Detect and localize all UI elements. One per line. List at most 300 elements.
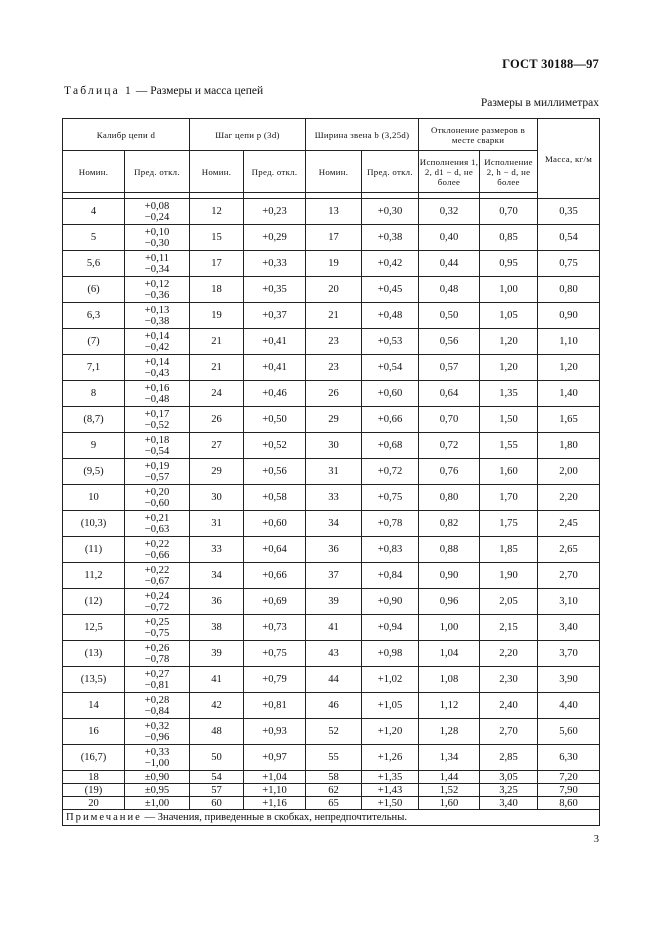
table-row [63, 693, 600, 719]
table-row [63, 511, 600, 537]
cell-width-tolerance: +0,45 [362, 277, 419, 303]
cell-pitch: 29 [190, 459, 244, 485]
cell-deviation-1: 0,82 [419, 511, 480, 537]
cell-width-tolerance: +1,20 [362, 719, 419, 745]
note-label: Примечание [66, 812, 142, 823]
cell-caliber-tolerance [125, 485, 190, 511]
cell-width-tolerance: +0,75 [362, 485, 419, 511]
cell-caliber-tolerance: ±0,90 [125, 771, 190, 784]
cell-width-tolerance: +0,94 [362, 615, 419, 641]
cell-caliber: (8,7) [63, 407, 125, 433]
cell-caliber-tolerance [125, 745, 190, 771]
header-pitch: Шаг цепи p (3d) [190, 119, 306, 151]
cell-deviation-2: 2,05 [480, 589, 538, 615]
table-row [63, 355, 600, 381]
cell-pitch-tolerance: +1,16 [244, 797, 306, 810]
cell-caliber: (13,5) [63, 667, 125, 693]
table-row [63, 381, 600, 407]
cell-width: 23 [306, 355, 362, 381]
cell-deviation-2: 1,55 [480, 433, 538, 459]
cell-caliber: (13) [63, 641, 125, 667]
cell-width: 41 [306, 615, 362, 641]
cell-pitch-tolerance: +0,23 [244, 199, 306, 225]
table-row [63, 303, 600, 329]
cell-pitch-tolerance: +0,41 [244, 329, 306, 355]
cell-mass: 3,70 [538, 641, 600, 667]
table-row [63, 563, 600, 589]
tolerance-plus: +0,13 [144, 304, 170, 316]
cell-pitch: 26 [190, 407, 244, 433]
table-note [63, 810, 600, 826]
cell-width: 36 [306, 537, 362, 563]
cell-pitch: 30 [190, 485, 244, 511]
cell-width-tolerance: +1,26 [362, 745, 419, 771]
cell-caliber: (11) [63, 537, 125, 563]
table-caption [64, 85, 263, 97]
tolerance-minus: −0,57 [144, 471, 170, 483]
cell-pitch: 24 [190, 381, 244, 407]
cell-caliber: (10,3) [63, 511, 125, 537]
note-row [63, 810, 600, 826]
table-row [63, 433, 600, 459]
cell-pitch: 17 [190, 251, 244, 277]
tolerance-plus: +0,16 [144, 382, 170, 394]
header-variant-1: Исполнения 1, 2, d1 − d, не более [419, 151, 480, 193]
cell-deviation-2: 1,50 [480, 407, 538, 433]
cell-deviation-1: 0,32 [419, 199, 480, 225]
tolerance-plus: +0,12 [144, 278, 170, 290]
cell-width-tolerance: +0,42 [362, 251, 419, 277]
cell-pitch-tolerance: +0,35 [244, 277, 306, 303]
cell-mass: 4,40 [538, 693, 600, 719]
cell-deviation-1: 1,00 [419, 615, 480, 641]
header-caliber-tol: Пред. откл. [125, 151, 190, 193]
table-row [63, 667, 600, 693]
header-pitch-tol: Пред. откл. [244, 151, 306, 193]
cell-mass: 0,90 [538, 303, 600, 329]
cell-width-tolerance: +0,30 [362, 199, 419, 225]
cell-pitch: 18 [190, 277, 244, 303]
cell-deviation-1: 0,48 [419, 277, 480, 303]
cell-pitch: 21 [190, 355, 244, 381]
cell-caliber: (9,5) [63, 459, 125, 485]
cell-deviation-2: 2,70 [480, 719, 538, 745]
cell-deviation-1: 0,50 [419, 303, 480, 329]
cell-pitch: 31 [190, 511, 244, 537]
tolerance-minus: −0,43 [144, 367, 170, 379]
cell-caliber-tolerance [125, 719, 190, 745]
tolerance-minus: −0,96 [144, 731, 170, 743]
table-row [63, 485, 600, 511]
cell-pitch-tolerance: +0,58 [244, 485, 306, 511]
cell-pitch-tolerance: +0,73 [244, 615, 306, 641]
cell-caliber: 5,6 [63, 251, 125, 277]
cell-width: 39 [306, 589, 362, 615]
tolerance-plus: +0,22 [144, 564, 170, 576]
cell-deviation-2: 0,85 [480, 225, 538, 251]
cell-width: 31 [306, 459, 362, 485]
cell-width: 30 [306, 433, 362, 459]
cell-width: 19 [306, 251, 362, 277]
cell-width-tolerance: +1,43 [362, 784, 419, 797]
cell-pitch-tolerance: +0,64 [244, 537, 306, 563]
cell-pitch-tolerance: +0,69 [244, 589, 306, 615]
cell-mass: 3,40 [538, 615, 600, 641]
tolerance-plus: +0,11 [144, 252, 170, 264]
cell-mass: 3,90 [538, 667, 600, 693]
table-row [63, 745, 600, 771]
tolerance-minus: −0,72 [144, 601, 170, 613]
cell-deviation-2: 2,30 [480, 667, 538, 693]
table-row [63, 537, 600, 563]
cell-caliber: (12) [63, 589, 125, 615]
cell-caliber-tolerance [125, 589, 190, 615]
cell-pitch-tolerance: +0,81 [244, 693, 306, 719]
tolerance-plus: +0,08 [144, 200, 170, 212]
tolerance-minus: −0,81 [144, 679, 170, 691]
cell-width: 34 [306, 511, 362, 537]
tolerance-plus: +0,25 [144, 616, 170, 628]
table-row [63, 277, 600, 303]
cell-mass: 0,35 [538, 199, 600, 225]
cell-deviation-2: 1,85 [480, 537, 538, 563]
cell-width-tolerance: +0,72 [362, 459, 419, 485]
cell-deviation-1: 1,44 [419, 771, 480, 784]
cell-deviation-2: 0,70 [480, 199, 538, 225]
header-pitch-nom: Номин. [190, 151, 244, 193]
cell-deviation-1: 1,04 [419, 641, 480, 667]
tolerance-minus: −0,36 [144, 289, 170, 301]
cell-caliber-tolerance [125, 329, 190, 355]
cell-pitch-tolerance: +0,97 [244, 745, 306, 771]
cell-mass: 1,80 [538, 433, 600, 459]
cell-mass: 0,75 [538, 251, 600, 277]
cell-deviation-2: 1,75 [480, 511, 538, 537]
cell-caliber-tolerance [125, 277, 190, 303]
cell-caliber-tolerance [125, 199, 190, 225]
cell-pitch-tolerance: +0,50 [244, 407, 306, 433]
cell-width-tolerance: +0,68 [362, 433, 419, 459]
cell-deviation-2: 3,05 [480, 771, 538, 784]
cell-deviation-2: 0,95 [480, 251, 538, 277]
tolerance-minus: −0,48 [144, 393, 170, 405]
cell-width-tolerance: +0,66 [362, 407, 419, 433]
tolerance-plus: +0,28 [144, 694, 170, 706]
cell-deviation-2: 1,00 [480, 277, 538, 303]
cell-deviation-1: 0,96 [419, 589, 480, 615]
cell-deviation-1: 0,80 [419, 485, 480, 511]
cell-caliber-tolerance [125, 511, 190, 537]
cell-caliber: 16 [63, 719, 125, 745]
cell-caliber: 11,2 [63, 563, 125, 589]
cell-width-tolerance: +0,83 [362, 537, 419, 563]
cell-caliber: 9 [63, 433, 125, 459]
cell-caliber-tolerance [125, 303, 190, 329]
cell-deviation-1: 0,40 [419, 225, 480, 251]
tolerance-minus: −0,38 [144, 315, 170, 327]
cell-pitch: 38 [190, 615, 244, 641]
tolerance-minus: −0,75 [144, 627, 170, 639]
cell-pitch-tolerance: +0,60 [244, 511, 306, 537]
cell-width-tolerance: +0,38 [362, 225, 419, 251]
table-row [63, 615, 600, 641]
header-mass: Масса, кг/м [538, 119, 600, 199]
cell-width-tolerance: +0,98 [362, 641, 419, 667]
table-row [63, 225, 600, 251]
standard-number: ГОСТ 30188—97 [502, 57, 599, 71]
cell-width: 46 [306, 693, 362, 719]
cell-width-tolerance: +0,53 [362, 329, 419, 355]
tolerance-minus: −0,60 [144, 497, 170, 509]
header-variant-2: Исполнение 2, h − d, не более [480, 151, 538, 193]
cell-width-tolerance: +0,78 [362, 511, 419, 537]
cell-caliber: 7,1 [63, 355, 125, 381]
cell-width: 33 [306, 485, 362, 511]
cell-pitch-tolerance: +0,56 [244, 459, 306, 485]
table-row [63, 459, 600, 485]
header-width: Ширина звена b (3,25d) [306, 119, 419, 151]
cell-width: 58 [306, 771, 362, 784]
tolerance-minus: −0,84 [144, 705, 170, 717]
tolerance-plus: +0,27 [144, 668, 170, 680]
cell-pitch: 48 [190, 719, 244, 745]
cell-pitch-tolerance: +0,66 [244, 563, 306, 589]
cell-mass: 1,10 [538, 329, 600, 355]
cell-width: 21 [306, 303, 362, 329]
units-note: Размеры в миллиметрах [480, 97, 599, 109]
cell-width: 17 [306, 225, 362, 251]
cell-width: 29 [306, 407, 362, 433]
cell-width: 55 [306, 745, 362, 771]
cell-width-tolerance: +1,02 [362, 667, 419, 693]
table-row [63, 797, 600, 810]
cell-width-tolerance: +0,90 [362, 589, 419, 615]
cell-caliber: 5 [63, 225, 125, 251]
cell-mass: 0,54 [538, 225, 600, 251]
table-row [63, 407, 600, 433]
cell-mass: 8,60 [538, 797, 600, 810]
cell-mass: 6,30 [538, 745, 600, 771]
cell-mass: 5,60 [538, 719, 600, 745]
cell-deviation-2: 3,40 [480, 797, 538, 810]
cell-deviation-1: 0,56 [419, 329, 480, 355]
cell-deviation-2: 2,15 [480, 615, 538, 641]
table-caption-text: — Размеры и масса цепей [132, 85, 264, 97]
cell-deviation-1: 0,64 [419, 381, 480, 407]
cell-deviation-2: 1,90 [480, 563, 538, 589]
cell-caliber-tolerance [125, 615, 190, 641]
cell-width: 52 [306, 719, 362, 745]
tolerance-plus: +0,33 [144, 746, 170, 758]
tolerance-plus: +0,20 [144, 486, 170, 498]
cell-deviation-1: 0,88 [419, 537, 480, 563]
cell-deviation-1: 0,90 [419, 563, 480, 589]
cell-caliber-tolerance [125, 537, 190, 563]
cell-deviation-1: 0,57 [419, 355, 480, 381]
cell-caliber: (16,7) [63, 745, 125, 771]
cell-deviation-2: 2,40 [480, 693, 538, 719]
cell-deviation-2: 1,70 [480, 485, 538, 511]
cell-pitch-tolerance: +0,79 [244, 667, 306, 693]
cell-caliber: 14 [63, 693, 125, 719]
table-row [63, 771, 600, 784]
page-number: 3 [593, 834, 599, 845]
cell-deviation-1: 0,76 [419, 459, 480, 485]
cell-caliber-tolerance [125, 225, 190, 251]
cell-mass: 2,00 [538, 459, 600, 485]
cell-mass: 1,65 [538, 407, 600, 433]
cell-deviation-1: 0,44 [419, 251, 480, 277]
cell-caliber-tolerance [125, 381, 190, 407]
cell-pitch: 19 [190, 303, 244, 329]
note-text: — Значения, приведенные в скобках, непредпочтительны. [141, 812, 407, 823]
cell-mass: 7,20 [538, 771, 600, 784]
cell-deviation-1: 1,08 [419, 667, 480, 693]
cell-deviation-1: 1,52 [419, 784, 480, 797]
cell-width: 23 [306, 329, 362, 355]
cell-width-tolerance: +1,35 [362, 771, 419, 784]
tolerance-minus: −0,66 [144, 549, 170, 561]
cell-deviation-2: 2,85 [480, 745, 538, 771]
tolerance-minus: −0,34 [144, 263, 170, 275]
header-weld-deviation: Отклонение размеров в месте сварки [419, 119, 538, 151]
cell-pitch: 54 [190, 771, 244, 784]
cell-caliber-tolerance [125, 667, 190, 693]
cell-width: 37 [306, 563, 362, 589]
header-caliber: Калибр цепи d [63, 119, 190, 151]
tolerance-minus: −0,42 [144, 341, 170, 353]
tolerance-plus: +0,26 [144, 642, 170, 654]
cell-width-tolerance: +0,54 [362, 355, 419, 381]
cell-mass: 1,20 [538, 355, 600, 381]
header-caliber-nom: Номин. [63, 151, 125, 193]
cell-pitch-tolerance: +1,10 [244, 784, 306, 797]
cell-mass: 2,45 [538, 511, 600, 537]
cell-caliber: 6,3 [63, 303, 125, 329]
chain-dimensions-table [62, 118, 600, 826]
tolerance-minus: −0,52 [144, 419, 170, 431]
cell-width-tolerance: +0,84 [362, 563, 419, 589]
cell-caliber-tolerance [125, 563, 190, 589]
cell-width: 20 [306, 277, 362, 303]
cell-width-tolerance: +1,50 [362, 797, 419, 810]
cell-caliber: 20 [63, 797, 125, 810]
header-width-nom: Номин. [306, 151, 362, 193]
cell-width: 13 [306, 199, 362, 225]
tolerance-plus: +0,14 [144, 356, 170, 368]
table-row [63, 251, 600, 277]
cell-pitch-tolerance: +0,46 [244, 381, 306, 407]
cell-deviation-2: 2,20 [480, 641, 538, 667]
tolerance-plus: +0,10 [144, 226, 170, 238]
cell-caliber-tolerance [125, 407, 190, 433]
cell-caliber-tolerance: ±0,95 [125, 784, 190, 797]
cell-width: 65 [306, 797, 362, 810]
cell-pitch: 41 [190, 667, 244, 693]
cell-pitch-tolerance: +0,37 [244, 303, 306, 329]
cell-pitch: 15 [190, 225, 244, 251]
cell-deviation-2: 1,05 [480, 303, 538, 329]
cell-caliber-tolerance [125, 693, 190, 719]
tolerance-minus: −0,63 [144, 523, 170, 535]
cell-mass: 2,70 [538, 563, 600, 589]
cell-mass: 2,20 [538, 485, 600, 511]
cell-width-tolerance: +0,60 [362, 381, 419, 407]
table-row [63, 589, 600, 615]
cell-pitch: 36 [190, 589, 244, 615]
cell-deviation-1: 1,34 [419, 745, 480, 771]
cell-deviation-2: 1,20 [480, 355, 538, 381]
cell-pitch: 12 [190, 199, 244, 225]
cell-caliber: 12,5 [63, 615, 125, 641]
cell-caliber-tolerance [125, 355, 190, 381]
cell-caliber-tolerance [125, 459, 190, 485]
table-row [63, 784, 600, 797]
cell-width: 43 [306, 641, 362, 667]
cell-caliber: (19) [63, 784, 125, 797]
cell-deviation-2: 1,35 [480, 381, 538, 407]
cell-pitch: 33 [190, 537, 244, 563]
cell-pitch-tolerance: +0,93 [244, 719, 306, 745]
tolerance-minus: −0,54 [144, 445, 170, 457]
cell-caliber: 4 [63, 199, 125, 225]
cell-mass: 3,10 [538, 589, 600, 615]
header-width-tol: Пред. откл. [362, 151, 419, 193]
cell-deviation-1: 1,28 [419, 719, 480, 745]
cell-pitch: 27 [190, 433, 244, 459]
tolerance-plus: +0,18 [144, 434, 170, 446]
cell-width-tolerance: +0,48 [362, 303, 419, 329]
cell-caliber-tolerance [125, 251, 190, 277]
cell-pitch-tolerance: +0,33 [244, 251, 306, 277]
cell-width: 62 [306, 784, 362, 797]
cell-pitch: 39 [190, 641, 244, 667]
cell-deviation-2: 1,60 [480, 459, 538, 485]
table-row [63, 719, 600, 745]
cell-deviation-2: 3,25 [480, 784, 538, 797]
tolerance-plus: +0,17 [144, 408, 170, 420]
cell-mass: 0,80 [538, 277, 600, 303]
cell-caliber: 10 [63, 485, 125, 511]
cell-pitch-tolerance: +0,52 [244, 433, 306, 459]
cell-pitch-tolerance: +0,41 [244, 355, 306, 381]
cell-deviation-1: 0,70 [419, 407, 480, 433]
cell-pitch: 50 [190, 745, 244, 771]
tolerance-minus: −0,67 [144, 575, 170, 587]
tolerance-plus: +0,32 [144, 720, 170, 732]
tolerance-minus: −0,30 [144, 237, 170, 249]
cell-caliber-tolerance [125, 641, 190, 667]
cell-pitch: 57 [190, 784, 244, 797]
cell-mass: 1,40 [538, 381, 600, 407]
tolerance-plus: +0,19 [144, 460, 170, 472]
table-row [63, 199, 600, 225]
cell-width-tolerance: +1,05 [362, 693, 419, 719]
cell-pitch-tolerance: +0,29 [244, 225, 306, 251]
cell-deviation-1: 1,12 [419, 693, 480, 719]
cell-deviation-1: 0,72 [419, 433, 480, 459]
table-row [63, 329, 600, 355]
cell-width: 44 [306, 667, 362, 693]
cell-caliber: (6) [63, 277, 125, 303]
table-row [63, 641, 600, 667]
cell-pitch: 42 [190, 693, 244, 719]
cell-width: 26 [306, 381, 362, 407]
tolerance-plus: +0,24 [144, 590, 170, 602]
cell-pitch: 34 [190, 563, 244, 589]
table-caption-label: Таблица 1 [64, 85, 133, 97]
tolerance-minus: −0,24 [144, 211, 170, 223]
